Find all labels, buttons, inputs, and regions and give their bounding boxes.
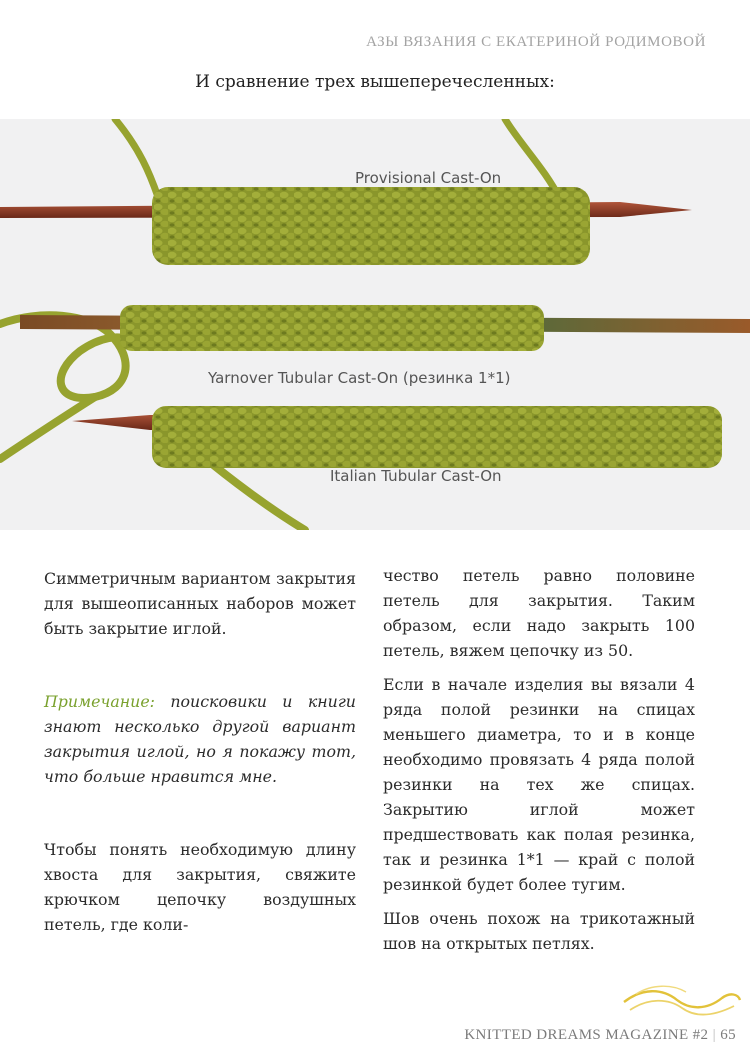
note-text: поисковики и книги знают несколько другой вариант закрытия иглой, но я покажу тот, что больше нравится мне. [44,692,356,786]
footer-separator: | [712,1027,717,1043]
swatch-provisional [152,187,590,265]
swatch-italian [152,406,722,468]
knitting-photo [0,119,750,530]
yarn-tail-left [0,397,95,459]
paragraph-hollow-rib: Если в начале изделия вы вязали 4 ряда полой резинки на спицах меньшего диаметра, то и в конце необходимо провязать 4 ряда полой резинки на тех же спицах. Закрытию иглой может предшествовать как полая резинка, так и резинка 1*1 — край с полой резинкой будет более тугим. [383,675,695,894]
label-yarnover: Yarnover Tubular Cast-On (резинка 1*1) [208,369,511,387]
swatch-yarnover [120,305,544,351]
label-italian: Italian Tubular Cast-On [330,467,502,485]
right-column [383,563,695,956]
section-subtitle: И сравнение трех вышеперечесленных: [195,72,555,92]
page-footer [464,1027,736,1044]
page-number: 65 [720,1027,736,1043]
yarn-tail-top-left [115,119,158,197]
paragraph-symmetric: Симметричным вариантом закрытия для вышеописанных наборов может быть закрытие иглой. [44,569,356,638]
note-paragraph [44,689,356,789]
magazine-title: KNITTED DREAMS MAGAZINE #2 [464,1027,709,1043]
decorative-swirl-icon [622,980,742,1025]
label-provisional: Provisional Cast-On [355,169,502,187]
running-header: АЗЫ ВЯЗАНИЯ С ЕКАТЕРИНОЙ РОДИМОВОЙ [366,34,706,50]
paragraph-tail-length: Чтобы понять необходимую длину хвоста для закрытия, свяжите крючком цепочку воздушных петель, где коли- [44,840,356,934]
paragraph-continuation: чество петель равно половине петель для закрытия. Таким образом, если надо закрыть 100 петель, вяжем цепочку из 50. [383,566,695,660]
left-column [44,566,356,937]
paragraph-seam: Шов очень похож на трикотажный шов на открытых петлях. [383,909,695,953]
note-label: Примечание: [44,692,156,711]
knitting-samples-illustration [0,119,750,530]
